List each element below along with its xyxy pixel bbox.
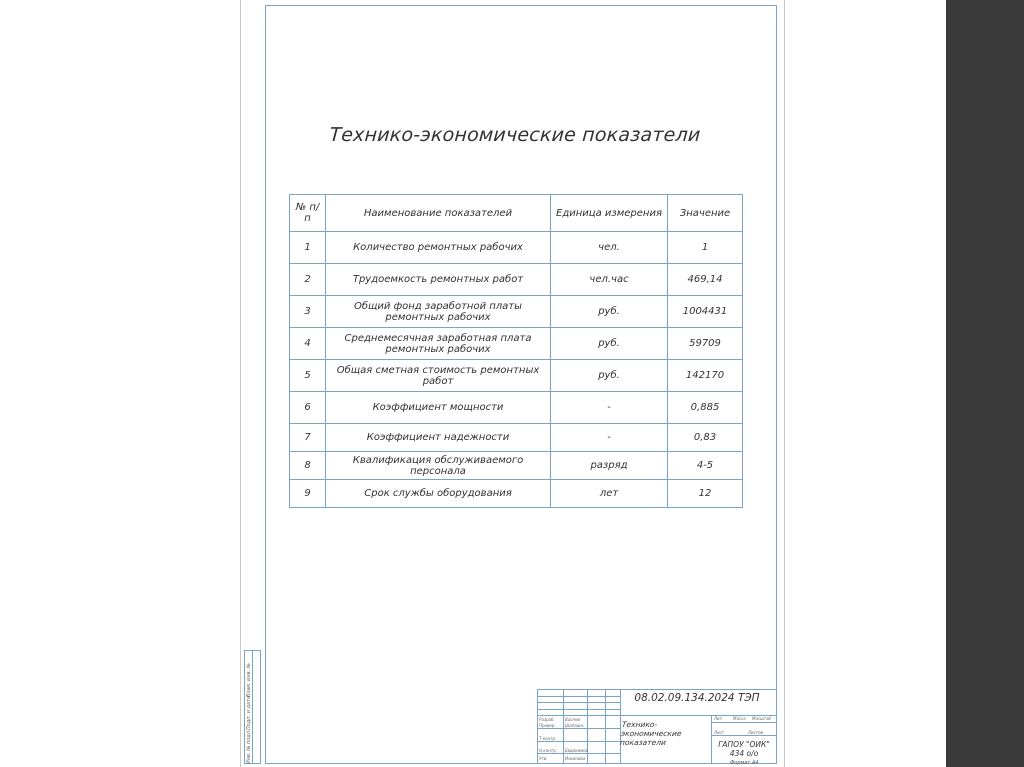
cell-name: Общий фонд заработной платы ремонтных рабочих [326, 296, 551, 328]
cell-value: 142170 [668, 360, 743, 392]
table-header-row [290, 195, 743, 232]
indicators-table [289, 194, 743, 508]
cell-value: 1 [668, 232, 743, 264]
cell-unit: руб. [551, 296, 668, 328]
title-block-line [537, 696, 620, 697]
table-row [290, 480, 743, 508]
cell-value: 4-5 [668, 452, 743, 480]
title-block-line [711, 735, 777, 736]
role-label: Н.контр. [539, 748, 557, 753]
sheet-count-label: Листов [748, 730, 763, 735]
header-unit: Единица измерения [551, 195, 668, 232]
cell-unit: - [551, 392, 668, 424]
cell-name: Среднемесячная заработная плата ремонтных рабочих [326, 328, 551, 360]
header-name: Наименование показателей [326, 195, 551, 232]
table-row [290, 360, 743, 392]
role-label: Провер. [539, 723, 556, 728]
title-block-line [605, 689, 606, 764]
cell-name: Квалификация обслуживаемого персонала [326, 452, 551, 480]
table-row [290, 424, 743, 452]
cell-number: 1 [290, 232, 326, 264]
cell-name: Общая сметная стоимость ремонтных работ [326, 360, 551, 392]
side-stamp-label: Инв. № подл. [246, 729, 252, 764]
cell-number: 8 [290, 452, 326, 480]
cell-unit: руб. [551, 328, 668, 360]
cell-value: 12 [668, 480, 743, 508]
table-row [290, 296, 743, 328]
table-row [290, 264, 743, 296]
cell-value: 469,14 [668, 264, 743, 296]
role-label: Утв. [539, 756, 548, 761]
cell-number: 2 [290, 264, 326, 296]
side-stamp-label: Подп. и дата [246, 695, 252, 730]
cell-name: Срок службы оборудования [326, 480, 551, 508]
cell-unit: чел. [551, 232, 668, 264]
column-label: Масса [733, 716, 746, 721]
cell-name: Коэффициент мощности [326, 392, 551, 424]
cell-unit: лет [551, 480, 668, 508]
viewer-right-panel [946, 0, 1024, 767]
cell-value: 1004431 [668, 296, 743, 328]
sheet-label: Лист [714, 730, 725, 735]
cell-value: 0,83 [668, 424, 743, 452]
cell-number: 3 [290, 296, 326, 328]
title-block-line [537, 709, 620, 710]
column-label: Лит. [714, 716, 724, 721]
document-name: Технико-экономические показатели [619, 720, 682, 747]
header-number: № п/п [290, 195, 326, 232]
cell-value: 59709 [668, 328, 743, 360]
role-label: Т.контр. [539, 736, 557, 741]
person-name: Евдокимов [565, 748, 588, 753]
cell-number: 6 [290, 392, 326, 424]
table-row [290, 328, 743, 360]
role-label: Разраб. [539, 717, 555, 722]
page-title: Технико-экономические показатели [328, 124, 702, 146]
cell-unit: руб. [551, 360, 668, 392]
table-row [290, 452, 743, 480]
title-block-line [537, 741, 620, 742]
cell-name: Коэффициент надежности [326, 424, 551, 452]
cell-unit: разряд [551, 452, 668, 480]
title-block-line [537, 702, 620, 703]
table-row [290, 232, 743, 264]
organization: ГАПОУ "ОИК" 434 о/о [718, 740, 770, 758]
table-row [290, 392, 743, 424]
person-name: Ильянова [565, 756, 586, 761]
column-label: Масштаб [752, 716, 772, 721]
title-block-line [711, 722, 777, 723]
title-block-line [537, 753, 620, 754]
person-name: Васнев [565, 717, 580, 722]
cell-number: 7 [290, 424, 326, 452]
header-value: Значение [668, 195, 743, 232]
title-block-line [537, 728, 620, 729]
document-code: 08.02.09.134.2024 ТЭП [634, 692, 760, 704]
person-name: Шапошн. [565, 723, 585, 728]
cell-number: 9 [290, 480, 326, 508]
side-stamp-label: Взам. инв. № [246, 663, 252, 697]
cell-number: 5 [290, 360, 326, 392]
cell-name: Количество ремонтных рабочих [326, 232, 551, 264]
cell-unit: чел.час [551, 264, 668, 296]
sheet-format: Формат А4 [730, 760, 759, 766]
cell-unit: - [551, 424, 668, 452]
title-block-line [563, 689, 564, 764]
side-stamp-divider [252, 650, 253, 764]
cell-number: 4 [290, 328, 326, 360]
cell-value: 0,885 [668, 392, 743, 424]
cell-name: Трудоемкость ремонтных работ [326, 264, 551, 296]
